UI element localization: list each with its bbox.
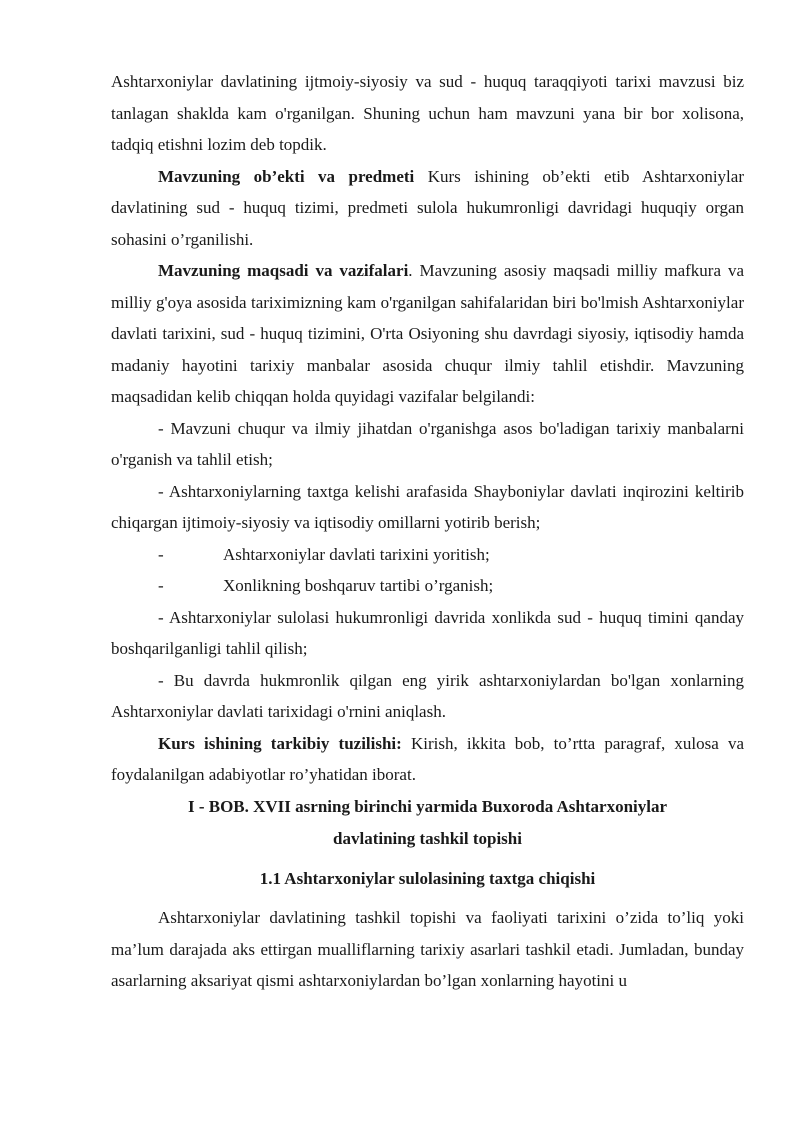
goals-heading: Mavzuning maqsadi va vazifalari	[158, 261, 409, 280]
body-paragraph: Ashtarxoniylar davlatining tashkil topishi va faoliyati tarixini o’zida to’liq yoki ma’lum darajada aks ettirgan mualliflarning tarixiy asarlari tashkil etadi. Jumladan, bunday asarlarning aksariyat qismi ashtarxoniylardan bo’lgan xonlarning hayotini u	[111, 908, 744, 990]
task-text: Xonlikning boshqaruv tartibi o’rganish;	[223, 576, 494, 595]
task-item	[111, 539, 744, 571]
chapter-title-line-2: davlatining tashkil topishi	[333, 828, 522, 848]
object-text: Kurs ishining ob’ekti etib Ashtarxoniylar davlatining sud - huquq tizimi, predmeti sulola hukumronligi davridagi huquqiy organ sohasini o’rganilishi.	[111, 166, 744, 249]
object-heading: Mavzuning ob’ekti va predmeti	[158, 166, 415, 186]
chapter-title-line-1: I - BOB. XVII asrning birinchi yarmida Buxoroda Ashtarxoniylar	[187, 796, 668, 816]
structure-heading: Kurs ishining tarkibiy tuzilishi:	[158, 733, 402, 753]
intro-paragraph: Ashtarxoniylar davlatining ijtmoiy-siyosiy va sud - huquq taraqqiyoti tarixi mavzusi biz tanlagan shaklda kam o'rganilgan. Shuning uchun ham mavzuni yana bir bor xolisona, tadqiq etishni lozim deb topdik.	[111, 72, 744, 154]
task-item: - Mavzuni chuqur va ilmiy jihatdan o'rganishga asos bo'ladigan tarixiy manbalarni o'rganish va tahlil etish;	[111, 418, 744, 469]
task-dash: -	[158, 576, 164, 595]
object-paragraph	[111, 161, 744, 256]
goals-paragraph	[111, 255, 744, 413]
task-text: Ashtarxoniylar davlati tarixini yoritish;	[223, 544, 490, 564]
task-item: - Ashtarxoniylarning taxtga kelishi arafasida Shayboniylar davlati inqirozini keltirib chiqargan ijtimoiy-siyosiy va iqtisodiy omillarni yotirib berish;	[111, 481, 744, 532]
structure-paragraph	[111, 728, 744, 791]
task-item: - Bu davrda hukmronlik qilgan eng yirik ashtarxoniylardan bo'lgan xonlarning Ashtarxoniylar davlati tarixidagi o'rnini aniqlash.	[111, 670, 744, 721]
task-item	[111, 570, 744, 602]
structure-text: Kirish, ikkita bob, to’rtta paragraf, xulosa va foydalanilgan adabiyotlar ro’yhatidan iborat.	[111, 733, 744, 784]
section-title: 1.1 Ashtarxoniylar sulolasining taxtga chiqishi	[259, 868, 596, 888]
goals-text: . Mavzuning asosiy maqsadi milliy mafkura va milliy g'oya asosida tariximizning kam o'rganilgan sahifalaridan biri bo'lmish Ashtarxoniylar davlati tarixini, sud - huquq tizimini, O'rta Osiyoning shu davrdagi siyosiy, iqtisodiy hamda madaniy hayotini tarixiy manbalar asosida chuqur ilmiy tahlil etishdir. Mavzuning maqsadidan kelib chiqqan holda quyidagi vazifalar belgilandi:	[111, 261, 744, 406]
task-dash: -	[158, 544, 164, 564]
task-item: - Ashtarxoniylar sulolasi hukumronligi davrida xonlikda sud - huquq timini qanday boshqarilganligi tahlil qilish;	[111, 607, 744, 658]
